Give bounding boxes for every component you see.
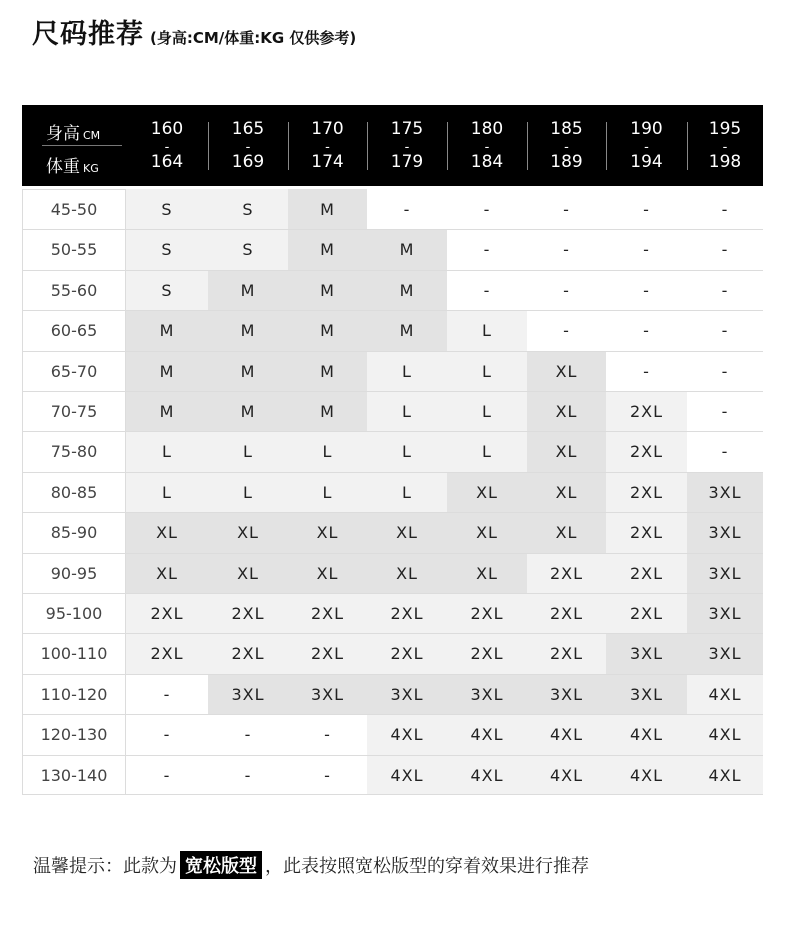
size-cell: 3XL [288,674,367,714]
row-divider [22,391,763,392]
height-range-dash: - [564,140,569,155]
size-cell: M [208,310,288,351]
size-cell: XL [527,431,606,472]
size-cell: 2XL [527,553,606,593]
height-range-dash: - [404,140,410,155]
height-range-end: 194 [630,152,663,172]
title-main: 尺码推荐 [32,19,144,50]
size-cell: - [606,351,687,391]
size-cell: 3XL [367,674,447,714]
header-separator [367,122,368,170]
size-cell: 4XL [447,755,527,795]
row-divider [22,633,763,634]
size-cell: 2XL [527,633,606,674]
height-range-start: 190 [630,119,663,139]
size-cell: - [687,270,763,310]
size-cell: M [288,229,367,270]
size-cell: - [687,310,763,351]
size-cell: - [687,189,763,229]
size-cell: - [447,189,527,229]
header-separator [527,122,528,170]
size-cell: L [367,472,447,512]
header-height-column [126,105,208,186]
header-divider [42,145,122,146]
height-range-start: 195 [708,119,742,139]
size-cell: - [447,270,527,310]
size-cell: S [208,189,288,229]
header-separator [447,122,448,170]
size-cell: - [687,431,763,472]
title-subtitle: (身高:CM/体重:KG 仅供参考) [150,29,357,47]
size-table-body [22,189,763,795]
size-cell: M [208,351,288,391]
header-separator [606,122,607,170]
header-height-column [288,105,367,186]
height-range-dash: - [644,140,649,155]
size-cell: 2XL [606,553,687,593]
height-label [46,119,100,144]
size-cell: XL [527,391,606,431]
weight-range: 90-95 [50,563,98,583]
row-divider [22,270,763,271]
weight-range: 80-85 [50,482,98,502]
row-divider [22,674,763,675]
height-range-dash: - [722,140,728,155]
size-cell: L [447,391,527,431]
size-cell: XL [527,351,606,391]
height-range-start: 180 [470,119,504,139]
size-cell: M [288,351,367,391]
size-cell: - [126,755,208,795]
size-cell: M [288,189,367,229]
size-cell: 3XL [606,674,687,714]
size-cell: XL [126,512,208,553]
size-cell: - [447,229,527,270]
size-cell: 2XL [367,593,447,633]
height-range-start: 185 [550,119,583,139]
size-cell: 4XL [687,714,763,755]
weight-range: 65-70 [50,361,98,381]
header-height-column [367,105,447,186]
size-cell: 3XL [527,674,606,714]
header-height-column [527,105,606,186]
size-cell: - [527,229,606,270]
size-cell: XL [447,472,527,512]
size-cell: L [126,431,208,472]
size-cell: L [288,431,367,472]
height-range-start: 175 [390,119,424,139]
size-cell: - [527,189,606,229]
height-range-end: 164 [150,152,184,172]
header-height-column [447,105,527,186]
size-cell: 3XL [687,593,763,633]
size-cell: - [606,189,687,229]
size-cell: - [527,270,606,310]
weight-label-text: 体重 [46,157,80,177]
size-cell: M [208,270,288,310]
height-range-dash: - [325,140,330,155]
size-cell: - [126,674,208,714]
footer-prefix: 温馨提示：此款为 [33,856,177,877]
size-cell: 3XL [208,674,288,714]
size-table-header [22,105,763,186]
size-cell: 2XL [208,633,288,674]
row-divider [22,431,763,432]
height-unit: CM [83,129,101,142]
header-separator [208,122,209,170]
size-cell: 2XL [288,593,367,633]
size-cell: L [367,351,447,391]
weight-range: 45-50 [50,199,98,219]
size-cell: M [288,310,367,351]
height-range-dash: - [245,140,251,155]
weight-range: 75-80 [50,442,98,461]
height-range-end: 189 [550,152,583,172]
size-cell: - [687,351,763,391]
size-cell: M [126,351,208,391]
size-cell: - [367,189,447,229]
size-cell: L [447,431,527,472]
size-cell: - [208,755,288,795]
size-cell: XL [208,512,288,553]
footer-note [33,851,589,879]
size-cell: 4XL [687,674,763,714]
weight-range: 85-90 [50,523,98,542]
size-cell: 4XL [527,755,606,795]
size-cell: 2XL [126,593,208,633]
size-cell: - [288,714,367,755]
weight-range: 120-130 [40,725,108,744]
weight-range: 130-140 [40,765,108,785]
height-range-end: 169 [231,152,265,172]
size-cell: - [527,310,606,351]
size-cell: XL [447,512,527,553]
size-cell: - [687,229,763,270]
size-cell: XL [367,512,447,553]
weight-range: 110-120 [40,684,108,704]
size-cell: - [687,391,763,431]
size-cell: 4XL [606,714,687,755]
row-divider [22,512,763,513]
size-cell: 2XL [208,593,288,633]
size-cell: XL [527,512,606,553]
weight-range: 95-100 [45,603,103,623]
size-cell: - [288,755,367,795]
size-cell: S [126,189,208,229]
row-divider [22,310,763,311]
weight-range: 50-55 [50,240,98,259]
row-divider [22,351,763,352]
size-cell: L [447,310,527,351]
size-cell: 2XL [447,633,527,674]
size-cell: - [606,229,687,270]
row-divider [22,593,763,594]
weight-range: 60-65 [50,321,98,340]
footer-suffix: ，此表按照宽松版型的穿着效果进行推荐 [265,856,589,877]
size-cell: 4XL [447,714,527,755]
page-title [32,12,356,52]
footer-highlight: 宽松版型 [180,851,262,879]
size-cell: L [208,431,288,472]
height-range-end: 179 [390,152,424,172]
size-cell: 4XL [687,755,763,795]
size-cell: 2XL [527,593,606,633]
size-cell: L [208,472,288,512]
size-cell: XL [288,512,367,553]
size-cell: XL [527,472,606,512]
size-cell: 2XL [606,512,687,553]
row-divider [22,714,763,715]
height-range-start: 160 [150,119,184,139]
size-cell: 4XL [527,714,606,755]
size-cell: 2XL [606,391,687,431]
weight-range: 100-110 [40,644,108,663]
size-cell: M [288,391,367,431]
header-separator [288,122,289,170]
size-cell: 3XL [606,633,687,674]
height-range-end: 184 [470,152,504,172]
height-range-dash: - [164,140,170,155]
size-cell: 3XL [447,674,527,714]
size-cell: M [126,391,208,431]
header-height-column [606,105,687,186]
row-divider [22,472,763,473]
size-cell: L [367,391,447,431]
size-cell: 2XL [447,593,527,633]
size-cell: M [288,270,367,310]
height-range-start: 170 [311,119,344,139]
size-cell: L [288,472,367,512]
size-cell: XL [288,553,367,593]
size-cell: 3XL [687,553,763,593]
size-cell: S [208,229,288,270]
size-cell: - [126,714,208,755]
size-cell: 3XL [687,472,763,512]
size-cell: - [606,270,687,310]
size-cell: 2XL [606,593,687,633]
header-separator [687,122,688,170]
size-cell: 4XL [367,755,447,795]
size-cell: L [447,351,527,391]
size-cell: M [367,310,447,351]
size-cell: 2XL [126,633,208,674]
size-cell: S [126,270,208,310]
weight-range: 70-75 [50,401,98,421]
size-cell: - [208,714,288,755]
size-cell: XL [126,553,208,593]
size-cell: S [126,229,208,270]
size-cell: 4XL [367,714,447,755]
size-cell: 2XL [606,472,687,512]
size-cell: M [367,270,447,310]
height-range-start: 165 [231,119,265,139]
size-cell: 2XL [606,431,687,472]
size-cell: XL [447,553,527,593]
row-divider [22,755,763,756]
height-label-text: 身高 [46,124,80,144]
size-cell: 2XL [367,633,447,674]
height-range-end: 174 [311,152,344,172]
size-cell: 2XL [288,633,367,674]
size-cell: 3XL [687,633,763,674]
row-divider [22,229,763,230]
height-range-dash: - [484,140,490,155]
header-axis-labels [22,105,126,186]
header-height-column [687,105,763,186]
size-cell: L [126,472,208,512]
size-cell: XL [367,553,447,593]
row-divider [22,794,763,795]
size-cell: 4XL [606,755,687,795]
row-divider [22,553,763,554]
size-cell: 3XL [687,512,763,553]
size-cell: M [126,310,208,351]
size-cell: M [208,391,288,431]
weight-range: 55-60 [50,280,98,300]
weight-label [46,152,99,177]
height-range-end: 198 [708,152,742,172]
size-cell: - [606,310,687,351]
header-height-column [208,105,288,186]
size-cell: M [367,229,447,270]
size-cell: L [367,431,447,472]
size-cell: XL [208,553,288,593]
weight-unit: KG [83,162,99,175]
